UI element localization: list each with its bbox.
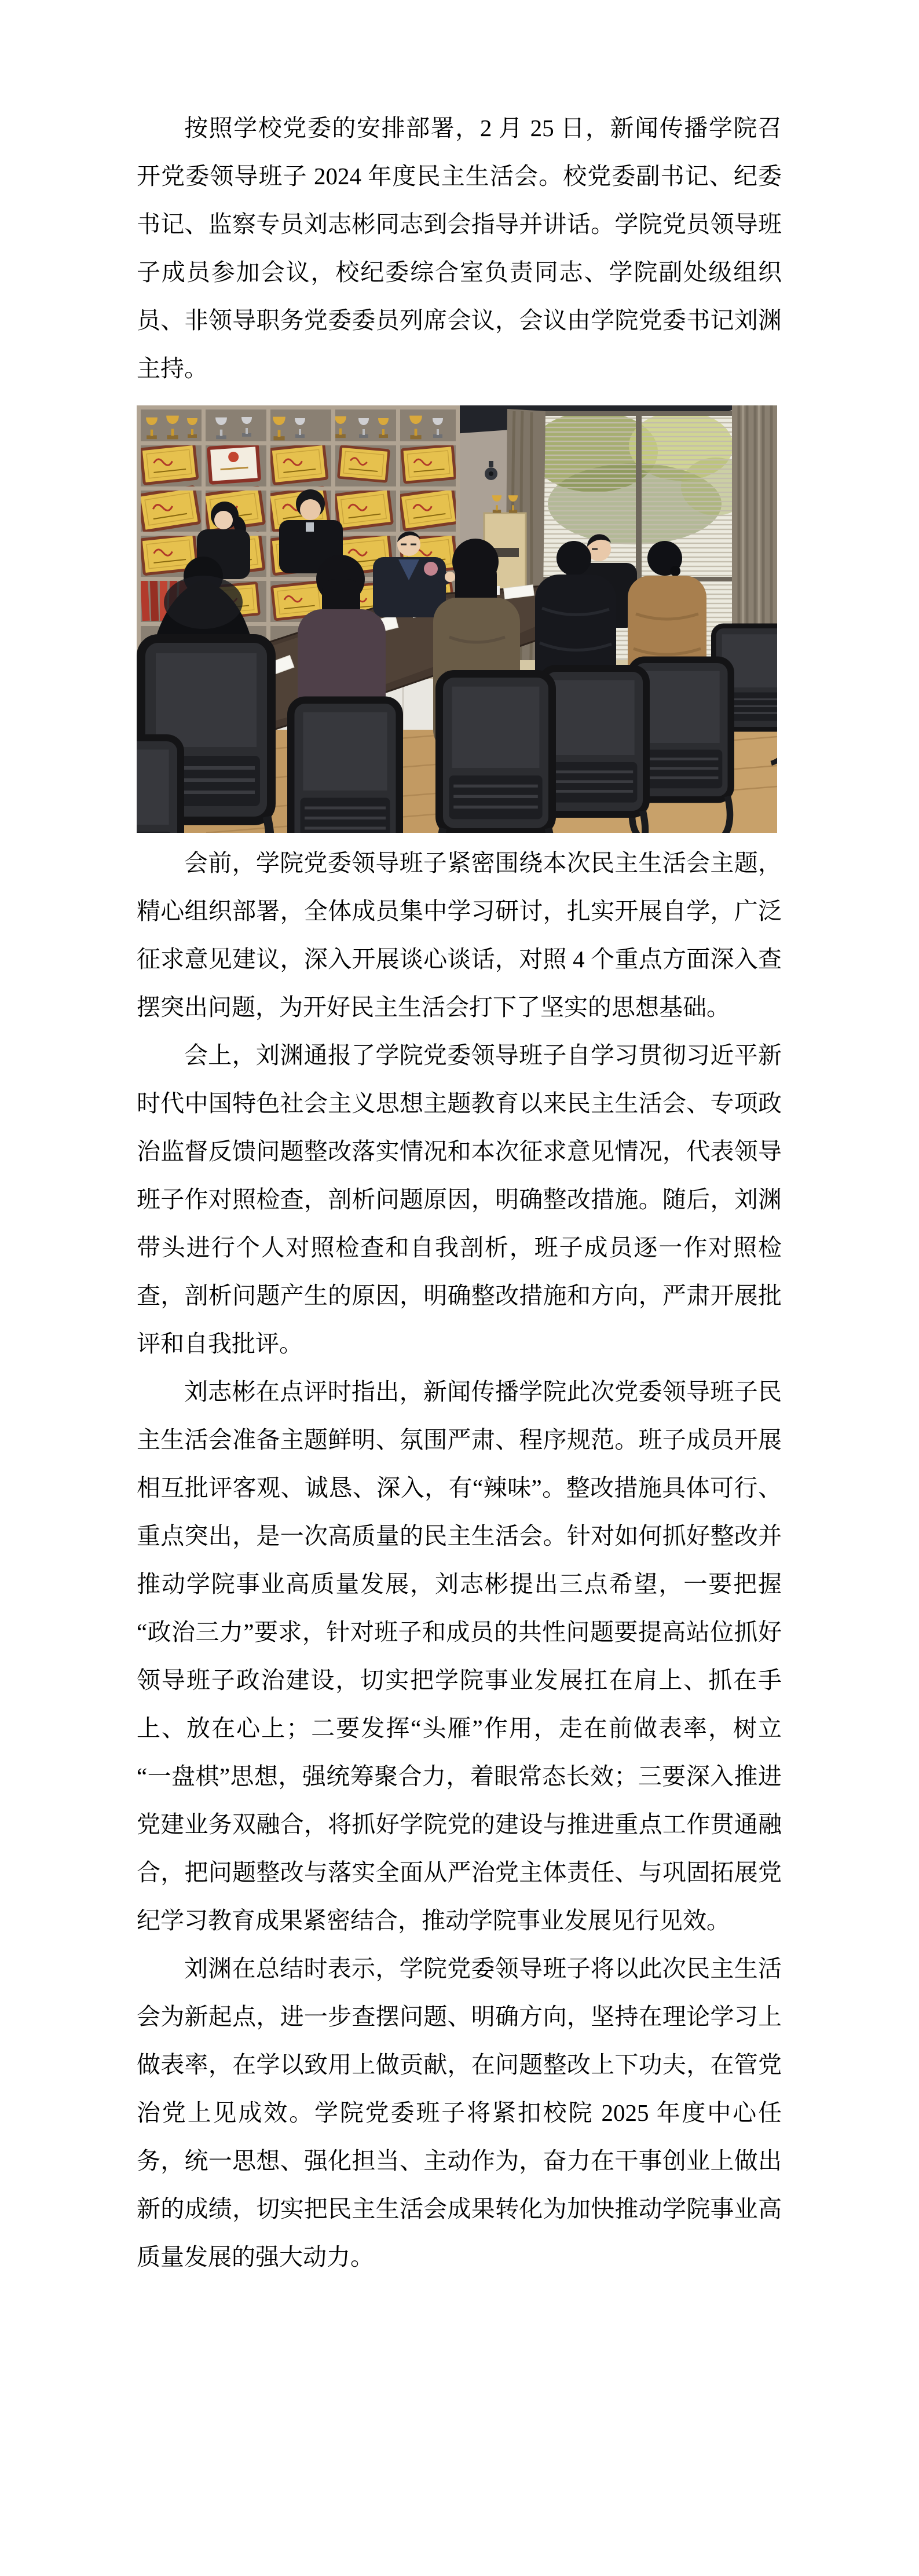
- meeting-photo-graphic: [137, 405, 777, 833]
- paragraph-5: 刘渊在总结时表示，学院党委领导班子将以此次民主生活会为新起点，进一步查摆问题、明确方向，坚持在理论学习上做表率，在学以致用上做贡献，在问题整改上下功夫，在管党治党上见成效。学院党委班子将紧扣校院 2025 年度中心任务，统一思想、强化担当、主动作为，奋力在干事创业上做出新的成绩，切实把民主生活会成果转化为加快推动学院事业高质量发展的强大动力。: [137, 1955, 782, 2270]
- paragraph-3: 会上，刘渊通报了学院党委领导班子自学习贯彻习近平新时代中国特色社会主义思想主题教育以来民主生活会、专项政治监督反馈问题整改落实情况和本次征求意见情况，代表领导班子作对照检查，剖析问题原因，明确整改措施。随后，刘渊带头进行个人对照检查和自我剖析，班子成员逐一作对照检查，剖析问题产生的原因，明确整改措施和方向，严肃开展批评和自我批评。: [137, 1042, 782, 1357]
- article-body: [137, 104, 782, 2281]
- meeting-photo: [137, 405, 777, 833]
- paragraph-2: 会前，学院党委领导班子紧密围绕本次民主生活会主题，精心组织部署，全体成员集中学习研讨，扎实开展自学，广泛征求意见建议，深入开展谈心谈话，对照 4 个重点方面深入查摆突出问题，为开好民主生活会打下了坚实的思想基础。: [137, 850, 782, 1020]
- paragraph-1: 按照学校党委的安排部署，2 月 25 日，新闻传播学院召开党委领导班子 2024 年度民主生活会。校党委副书记、纪委书记、监察专员刘志彬同志到会指导并讲话。学院党员领导班子成员参加会议，校纪委综合室负责同志、学院副处级组织员、非领导职务党委委员列席会议，会议由学院党委书记刘渊主持。: [137, 115, 782, 382]
- paragraph-4: 刘志彬在点评时指出，新闻传播学院此次党委领导班子民主生活会准备主题鲜明、氛围严肃、程序规范。班子成员开展相互批评客观、诚恳、深入，有“辣味”。整改措施具体可行、重点突出，是一次高质量的民主生活会。针对如何抓好整改并推动学院事业高质量发展，刘志彬提出三点希望，一要把握“政治三力”要求，针对班子和成员的共性问题要提高站位抓好领导班子政治建设，切实把学院事业发展扛在肩上、抓在手上、放在心上；二要发挥“头雁”作用，走在前做表率，树立“一盘棋”思想，强统筹聚合力，着眼常态长效；三要深入推进党建业务双融合，将抓好学院党的建设与推进重点工作贯通融合，把问题整改与落实全面从严治党主体责任、与巩固拓展党纪学习教育成果紧密结合，推动学院事业发展见行见效。: [137, 1378, 782, 1934]
